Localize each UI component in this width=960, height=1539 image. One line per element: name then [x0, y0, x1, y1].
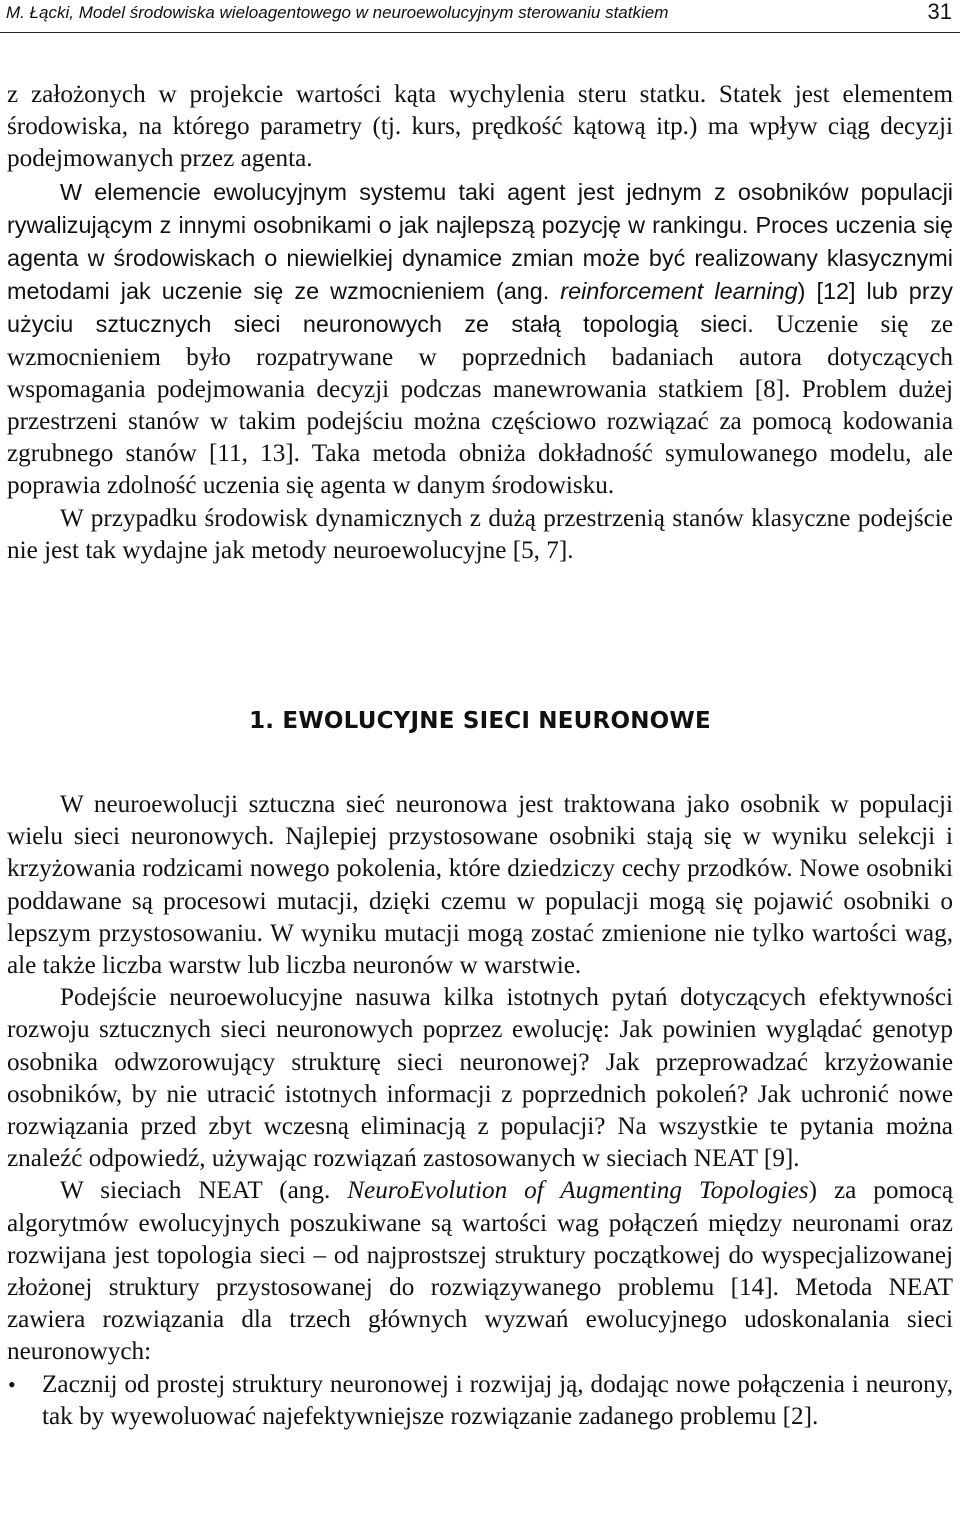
paragraph-questions: [7, 982, 953, 1175]
intro-text-block: [7, 79, 953, 567]
paragraph-text: W sieciach NEAT (ang.: [60, 1177, 348, 1205]
paragraph-dynamic-environments: [7, 503, 953, 567]
running-header: [0, 0, 960, 33]
paragraph-text: z założonych w projekcie wartości kąta wychylenia steru statku. Statek jest elementem środowiska, na którego parametry (tj. kurs, prędkość kątową itp.) ma wpływ ciąg decyzji podejmowanych przez agenta.: [7, 81, 953, 173]
section-text-block: [7, 789, 953, 1433]
term-neat-expansion: NeuroEvolution of Augmenting Topologies: [347, 1177, 809, 1205]
paragraph-text-sans-after: ) [12] lub przy użyciu sztucznych sieci neuronowych ze stałą topologią sieci.: [7, 278, 953, 338]
bullet-list: [7, 1369, 953, 1433]
paragraph-text-after: ) za pomocą algorytmów ewolucyjnych poszukiwane są wartości wag połączeń między neuronami oraz rozwijana jest topologia sieci – od najprostszej struktury początkowej do wyspecjalizowanej złożonej struktury przystosowanej do rozwiązywanego problemu [14]. Metoda NEAT zawiera rozwiązania dla trzech głównych wyzwań ewolucyjnego udoskonalania sieci neuronowych:: [7, 1177, 953, 1366]
list-item: [7, 1369, 953, 1433]
list-item-text: Zacznij od prostej struktury neuronowej i rozwijaj ją, dodając nowe połączenia i neurony, tak by wyewoluować najefektywniejsze rozwiązanie zadanego problemu [2].: [42, 1370, 953, 1430]
running-title: M. Łącki, Model środowiska wieloagentowego w neuroewolucyjnym sterowaniu statkiem: [6, 3, 669, 22]
page-number: 31: [927, 0, 952, 24]
paragraph-text-serif: Uczenie się ze wzmocnieniem było rozpatrywane w poprzednich badaniach autora dotyczących wspomagania podejmowania decyzji podczas manewrowania statkiem [8]. Problem dużej przestrzeni stanów w takim podejściu można częściowo rozwiązać za pomocą kodowania zgrubnego stanów [11, 13]. Taka metoda obniża dokładność symulowanego modelu, ale poprawia zdolność uczenia się agenta w danym środowisku.: [7, 311, 953, 500]
paragraph-text-sans: W elemencie ewolucyjnym systemu taki agent jest jednym z osobników populacji rywalizującym z innymi osobnikami o jak najlepszą pozycję w rankingu. Proces uczenia się agenta w środowiskach o niewielkiej dynamice zmian może być realizowany klasycznymi metodami jak uczenie się ze wzmocnieniem (ang.: [7, 178, 953, 305]
paragraph-text: W przypadku środowisk dynamicznych z dużą przestrzenią stanów klasyczne podejście nie jest tak wydajne jak metody neuroewolucyjne [5, 7].: [7, 504, 953, 564]
paragraph-text: Podejście neuroewolucyjne nasuwa kilka istotnych pytań dotyczących efektywności rozwoju sztucznych sieci neuronowych poprzez ewolucję: Jak powinien wyglądać genotyp osobnika odwzorowujący strukturę sieci neuronowej? Jak przeprowadzać krzyżowanie osobników, by nie utracić istotnych informacji z poprzednich pokoleń? Jak uchronić nowe rozwiązania przed zbyt wczesną eliminacją z populacji? Na wszystkie te pytania można znaleźć odpowiedź, używając rozwiązań zastosowanych w sieciach NEAT [9].: [7, 984, 953, 1173]
paragraph-continuation: [7, 79, 953, 176]
paragraph-agent-population: [7, 176, 953, 503]
section-heading: 1. EWOLUCYJNE SIECI NEURONOWE: [249, 708, 711, 734]
term-reinforcement-learning: reinforcement learning: [560, 278, 798, 305]
paragraph-neat: [7, 1175, 953, 1368]
paragraph-neuroevolution: [7, 789, 953, 982]
bullet-marker: •: [8, 1371, 16, 1397]
paragraph-text: W neuroewolucji sztuczna sieć neuronowa jest traktowana jako osobnik w populacji wielu sieci neuronowych. Najlepiej przystosowane osobniki stają się w wyniku selekcji i krzyżowania rodzicami nowego pokolenia, które dziedziczy cechy przodków. Nowe osobniki poddawane są procesowi mutacji, dzięki czemu w populacji mogą się pojawić osobniki o lepszym przystosowaniu. W wyniku mutacji mogą zostać zmienione nie tylko wartości wag, ale także liczba warstw lub liczba neuronów w warstwie.: [7, 791, 953, 980]
